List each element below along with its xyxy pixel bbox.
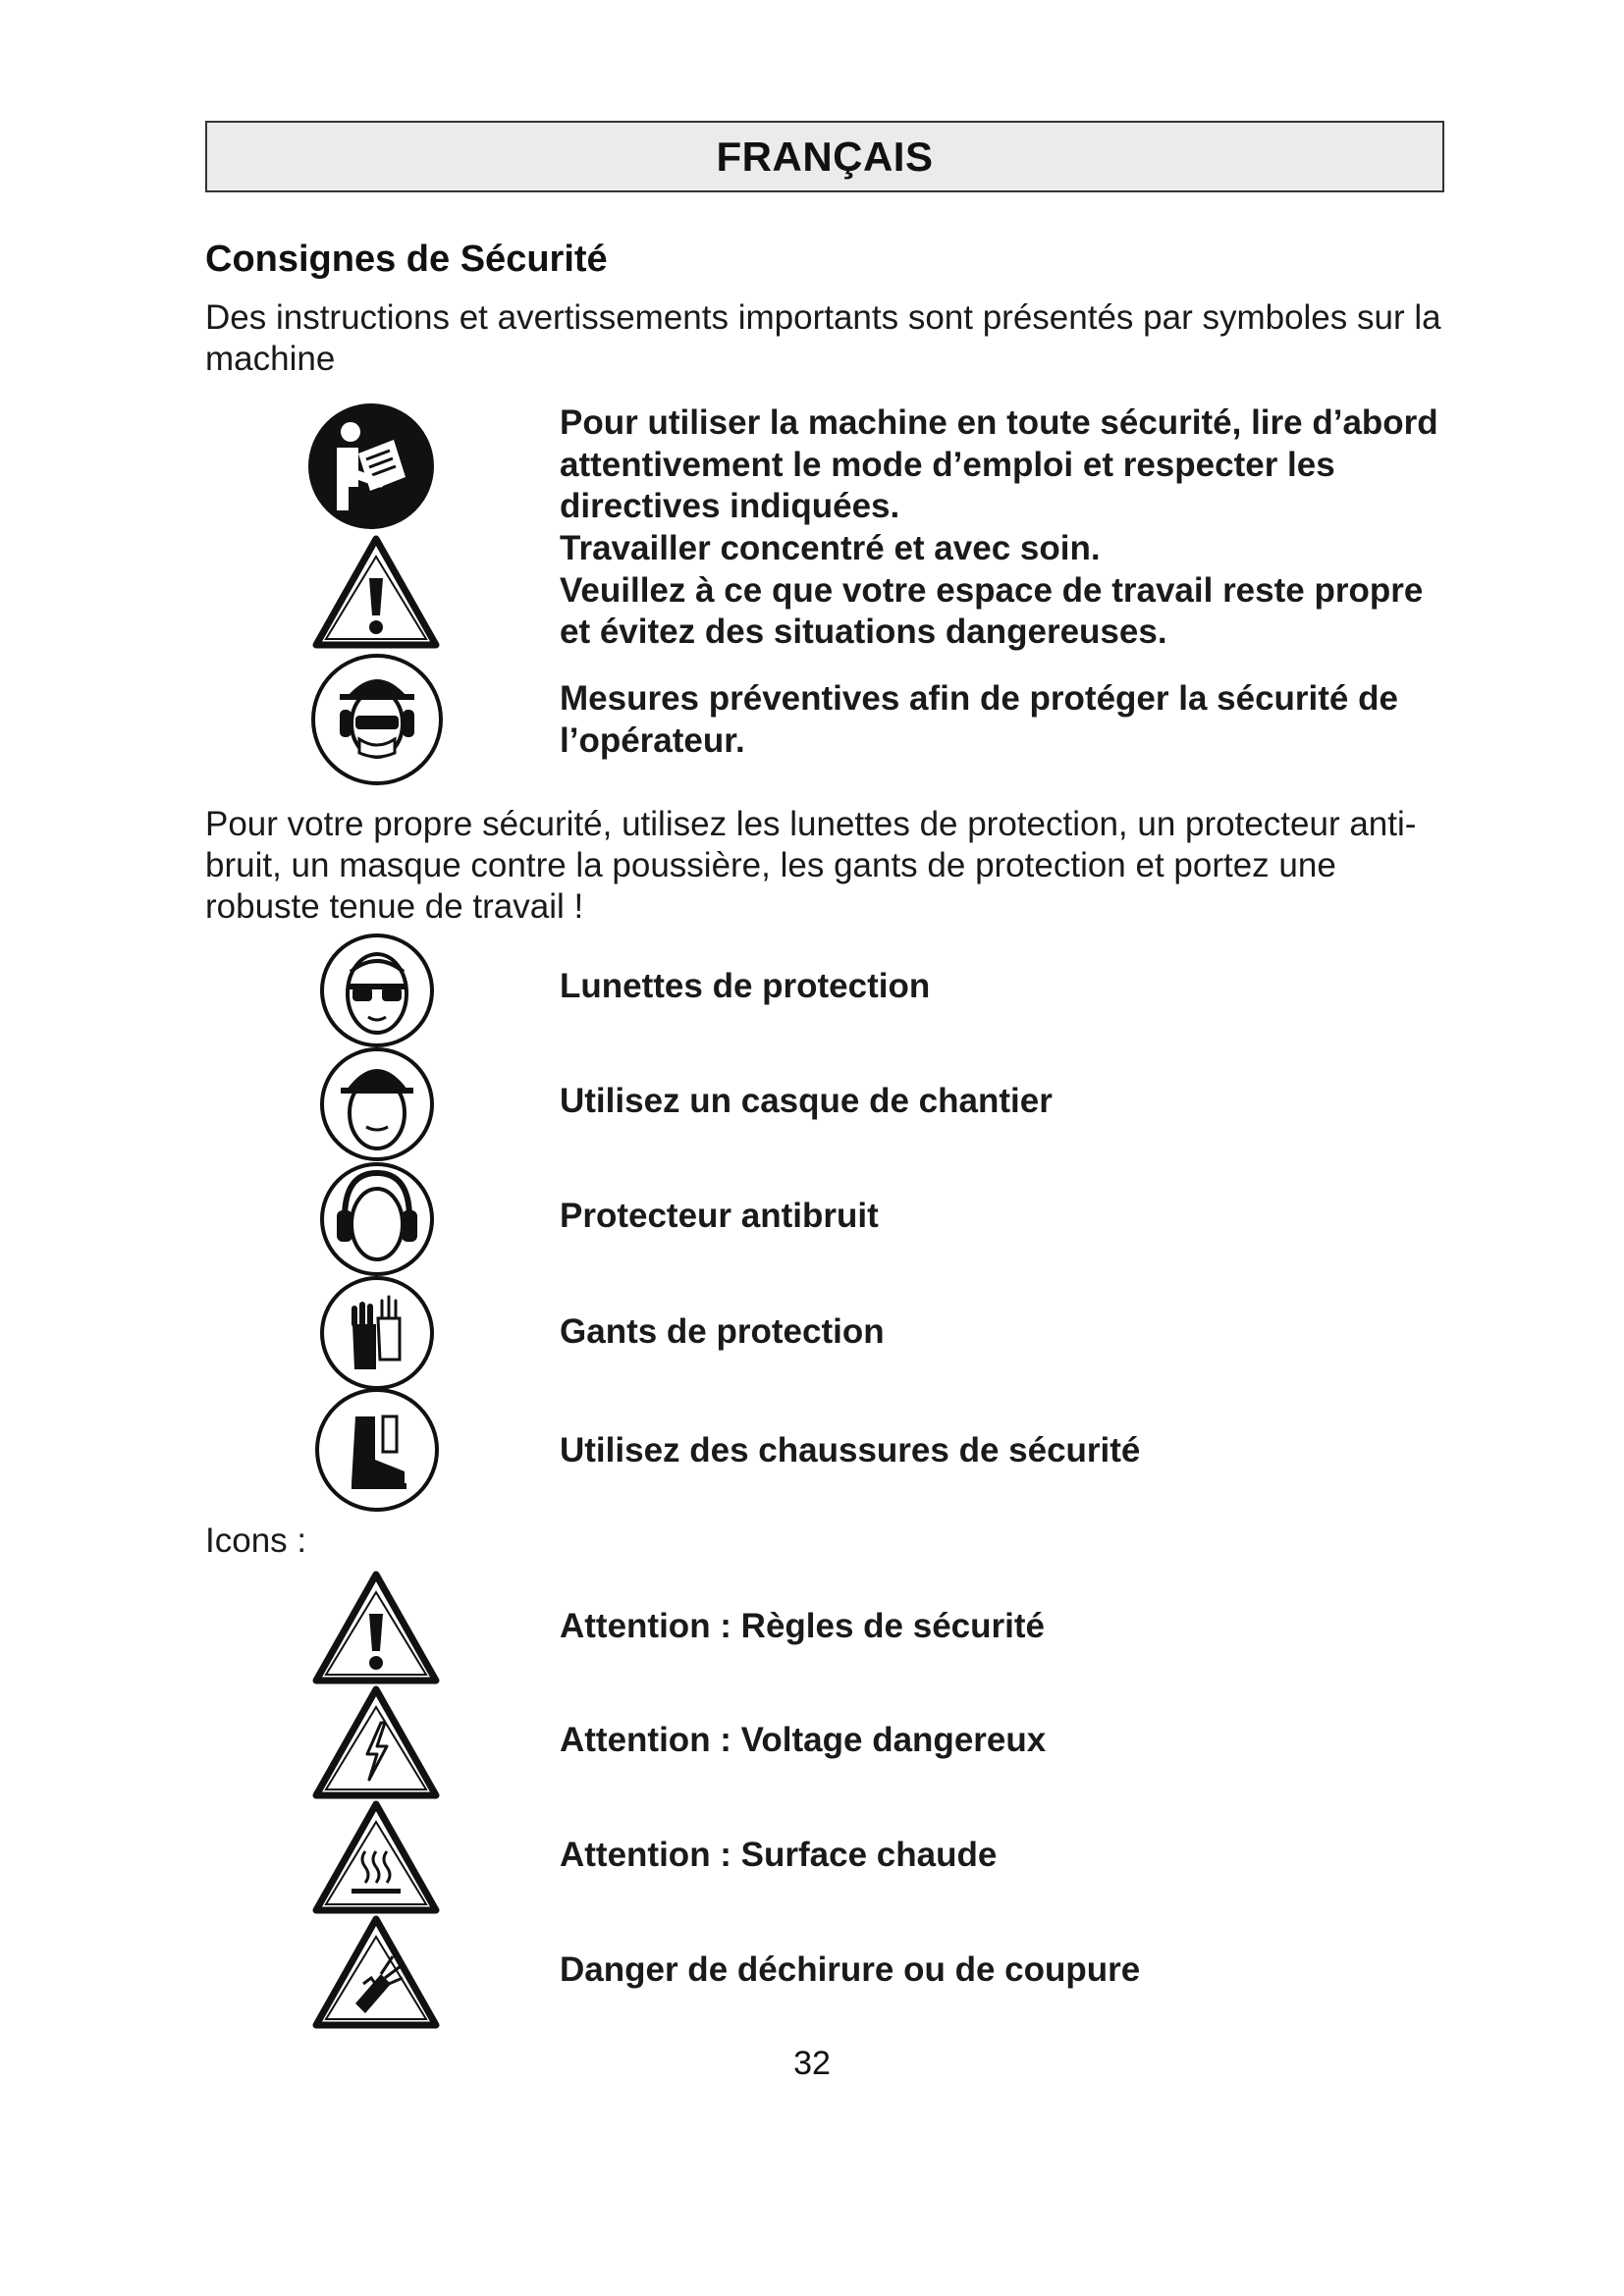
hot-surface-warning-icon <box>312 1800 440 1914</box>
operator-protection-text: Mesures préventives afin de protéger la sécurité de l’opérateur. <box>560 679 1398 760</box>
protective-gloves-label: Gants de protection <box>560 1312 885 1351</box>
operator-protection-icon <box>310 653 444 786</box>
safety-shoes-label: Utilisez des chaussures de sécurité <box>560 1431 1141 1469</box>
intro-paragraph: Des instructions et avertissements importants sont présentés par symboles sur la machine <box>205 298 1441 378</box>
protection-paragraph: Pour votre propre sécurité, utilisez les lunettes de protection, un protecteur anti-bruit, un masque contre la poussière, les gants de protection et portez une robuste tenue de travail ! <box>205 805 1417 926</box>
page-number: 32 <box>793 2045 831 2082</box>
hot-surface-label: Attention : Surface chaude <box>560 1836 998 1874</box>
high-voltage-warning-icon <box>312 1685 440 1799</box>
cutting-hazard-warning-icon <box>312 1915 440 2029</box>
language-banner: FRANÇAIS <box>205 121 1444 192</box>
exclamation-warning-icon <box>312 1571 440 1684</box>
section-title: Consignes de Sécurité <box>205 239 608 280</box>
safety-glasses-label: Lunettes de protection <box>560 967 931 1005</box>
ear-protection-icon <box>319 1161 435 1277</box>
icons-label: Icons : <box>205 1522 307 1560</box>
dangerous-voltage-label: Attention : Voltage dangereux <box>560 1721 1047 1759</box>
hard-hat-label: Utilisez un casque de chantier <box>560 1082 1053 1120</box>
ear-protection-label: Protecteur antibruit <box>560 1197 879 1235</box>
general-warning-text: Travailler concentré et avec soin. Veuillez à ce que votre espace de travail reste propre et évitez des situations dangereuses. <box>560 529 1424 651</box>
safety-rules-label: Attention : Règles de sécurité <box>560 1607 1045 1645</box>
read-manual-text: Pour utiliser la machine en toute sécurité, lire d’abord attentivement le mode d’emploi et respecter les directives indiquées. <box>560 403 1438 525</box>
safety-shoes-icon <box>314 1387 440 1513</box>
protective-gloves-icon <box>319 1275 435 1391</box>
read-manual-icon <box>307 402 435 530</box>
safety-glasses-icon <box>319 933 435 1048</box>
cutting-hazard-label: Danger de déchirure ou de coupure <box>560 1950 1141 1989</box>
general-warning-icon <box>312 535 440 649</box>
hard-hat-icon <box>319 1046 435 1162</box>
